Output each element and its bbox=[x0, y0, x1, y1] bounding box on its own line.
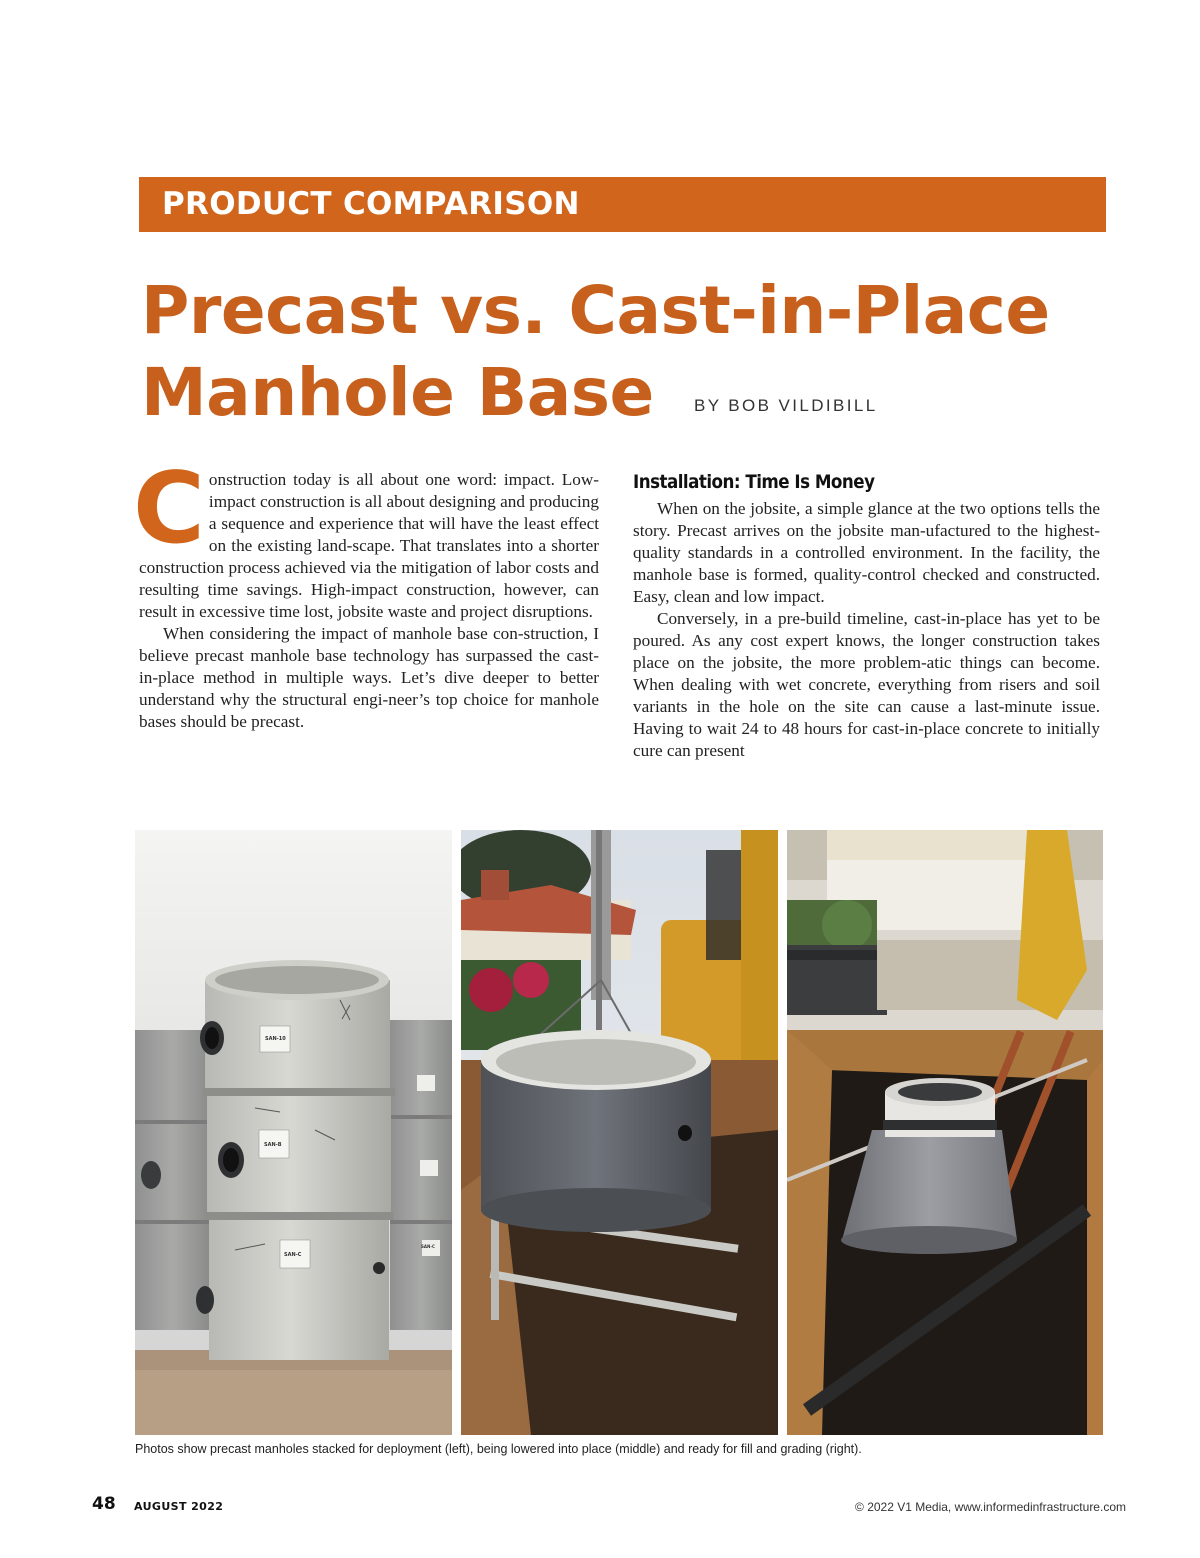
article-title-line-1: Precast vs. Cast-in-Place bbox=[141, 272, 1050, 349]
intro-paragraph-text: onstruction today is all about one word: impact. Low-impact construction is all about designing and producing a sequence and experience that will have the least effect on the existing land-scape. That translates into a shorter construction process achieved via the mitigation of labor costs and resulting time savings. High-impact construction, however, can result in excessive time lost, jobsite waste and project disruptions. bbox=[139, 470, 599, 621]
photo-stacked-manholes bbox=[135, 830, 452, 1435]
right-paragraph-2: Conversely, in a pre-build timeline, cast-in-place has yet to be poured. As any cost expert knows, the longer construction takes place on the jobsite, the more problem-atic things can become. When dealing with wet concrete, everything from risers and soil variants in the hole on the site can cause a last-minute issue. Having to wait 24 to 48 hours for cast-in-place concrete to initially cure can present bbox=[633, 609, 1100, 760]
article-title bbox=[141, 270, 1050, 434]
second-paragraph: When considering the impact of manhole base con-struction, I believe precast manhole base technology has surpassed the cast-in-place method in multiple ways. Let’s dive deeper to better understand why the structural engi-neer’s top choice for manhole bases should be precast. bbox=[139, 624, 599, 731]
photo-lowering-manhole bbox=[461, 830, 778, 1435]
drop-cap: C bbox=[133, 452, 205, 566]
page-number: 48 bbox=[92, 1494, 116, 1514]
sticker-label-a: SAN-10 bbox=[265, 1036, 286, 1042]
photo-lowering-manhole-image bbox=[461, 830, 778, 1435]
photo-stacked-manholes-image bbox=[135, 830, 452, 1435]
issue-date: AUGUST 2022 bbox=[134, 1500, 224, 1513]
intro-paragraph bbox=[133, 452, 599, 623]
section-banner bbox=[139, 177, 1106, 232]
left-column bbox=[133, 452, 599, 733]
right-column bbox=[633, 469, 1100, 762]
byline: BY BOB VILDIBILL bbox=[694, 396, 878, 415]
sticker-label-b: SAN-B bbox=[264, 1142, 282, 1148]
section-label: PRODUCT COMPARISON bbox=[162, 186, 580, 222]
photo-caption: Photos show precast manholes stacked for deployment (left), being lowered into place (middle) and ready for fill and grading (right). bbox=[135, 1442, 862, 1456]
right-paragraph-1: When on the jobsite, a simple glance at the two options tells the story. Precast arrives on the jobsite man-ufactured to the highest-quality standards in a controlled environment. In the facility, the manhole base is formed, quality-control checked and constructed. Easy, clean and low impact. bbox=[633, 499, 1100, 606]
photo-manhole-in-trench-image bbox=[787, 830, 1103, 1435]
sticker-label-c: SAN-C bbox=[284, 1252, 302, 1258]
article-title-line-2: Manhole Base bbox=[141, 354, 654, 431]
copyright-notice: © 2022 V1 Media, www.informedinfrastructure.com bbox=[855, 1500, 1126, 1514]
photo-manhole-in-trench bbox=[787, 830, 1103, 1435]
subheading: Installation: Time Is Money bbox=[633, 471, 875, 493]
sticker-label-d: SAN-C bbox=[421, 1244, 435, 1249]
